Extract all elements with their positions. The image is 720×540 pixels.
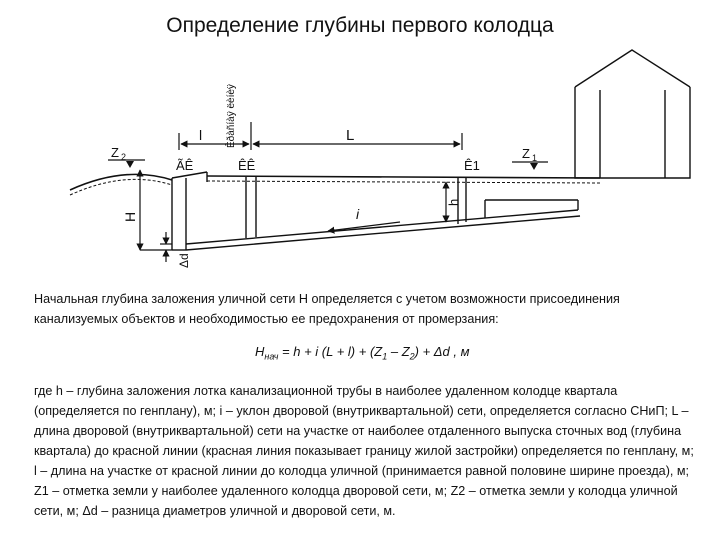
z2-elevation-marker [108,145,145,168]
z2-label: Z [111,145,119,160]
yard-well-label: Ê1 [464,158,480,173]
z2-sub: 2 [121,152,127,162]
z1-elevation-marker [512,146,548,170]
h-big-dimension [140,170,172,250]
building [575,50,690,178]
delta-d-label: Δd [177,253,191,268]
definitions-paragraph: где h – глубина заложения лотка канализационной трубы в наиболее удаленном колодце квартала (определяется по генплану), м; i – уклон дворовой (внутриквартальной) сети, определяется согласно СНиП; L – длина дворовой (внутриквартальной) сети на участке от наиболее отдаленного выпуска сточных вод (глубина квартала) до красной линии (красная линия показывает границу жилой застройки) определяется по генплану, м; l – длина на участке от красной линии до колодца уличной (принимается равной половине ширине проезда), м; Z1 – отметка земли у наиболее удаленного колодца дворовой сети, м; Z2 – отметка земли у колодца уличной сети, м; Δd – разница диаметров уличной и дворовой сети, м. [34,384,694,518]
h-big-label: H [122,211,138,222]
l-big-label: L [346,127,355,144]
street-well [172,178,186,250]
control-well [246,177,256,238]
intro-paragraph: Начальная глубина заложения уличной сети H определяется с учетом возможности присоединения канализуемых объектов и необходимостью ее предохранения от промерзания: [34,292,620,326]
z1-sub: 1 [532,153,538,163]
length-dimensions [179,122,462,150]
red-line-label: Êðàñíàÿ ëèíèÿ [226,84,237,148]
slope-label: i [356,206,360,222]
street-well-label: ÃÊ [176,158,194,173]
page-title: Определение глубины первого колодца [166,14,554,37]
l-small-label: l [199,127,203,143]
yard-pipe [186,200,580,250]
delta-d-dimension [160,232,172,262]
z1-label: Z [522,146,530,161]
control-well-label: ÊÊ [238,158,256,173]
h-small-label: h [446,198,461,206]
depth-formula: $H_{нач} = h + i$ $(L + l) + (Z_1 - Z_2) + \Delta d$ , м [255,344,470,362]
ground-surface [70,172,600,195]
